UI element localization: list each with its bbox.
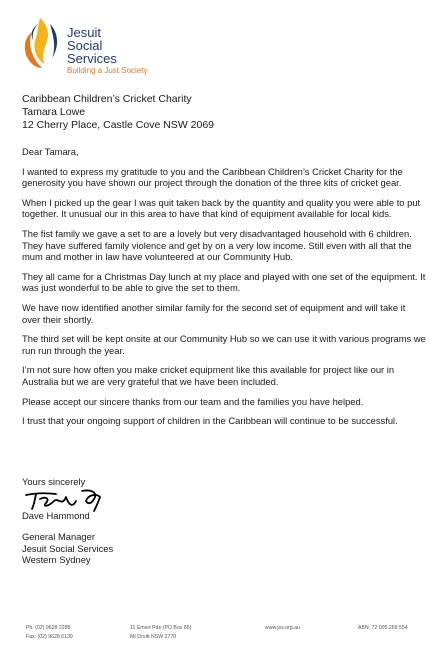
closing-phrase: Yours sincerely	[22, 476, 86, 487]
paragraph-1: I wanted to express my gratitude to you and the Caribbean Children’s Cricket Charity for the generosity you have shown our project through the donation of the three kits of cricket gear.	[22, 165, 403, 189]
recipient-name: Tamara Lowe	[22, 106, 86, 118]
organization-logo	[22, 14, 152, 74]
recipient-address: 12 Cherry Place, Castle Cove NSW 2069	[22, 119, 214, 131]
paragraph-7: I’m not sure how often you make cricket equipment like this available for project like our in Australia but we are very grateful that we have been included.	[22, 364, 395, 387]
recipient-organization: Caribbean Children’s Cricket Charity	[22, 93, 192, 105]
paragraph-5: We have now identified another similar family for the second set of equipment and will take it over their shortly.	[22, 301, 406, 325]
footer-phone: Ph: (02) 9628 2288	[26, 625, 71, 631]
footer-address-line1: 11 Emert Pde (PO Box 86)	[130, 625, 192, 631]
paragraph-2: When I picked up the gear I was quit taken back by the quantity and quality you were able to put together. It unusual our in this area to have that kind of equipment available for local kids.	[22, 196, 421, 220]
paragraph-4: They all came for a Christmas Day lunch at my place and played with one set of the equipment. It was just wonderful to be able to give the set to them.	[22, 270, 426, 294]
logo-tagline: Building a Just Society	[67, 66, 148, 75]
salutation: Dear Tamara,	[22, 146, 79, 157]
jesuit-flame-logo-icon	[22, 14, 64, 72]
footer-abn: ABN: 72 005 269 554	[358, 625, 408, 631]
footer-address	[130, 624, 191, 642]
paragraph-8: Please accept our sincere thanks from our team and the families you have helped.	[22, 395, 364, 407]
signer-title: General Manager	[22, 531, 95, 542]
footer-address-line2: Mt Druitt NSW 2770	[130, 634, 177, 640]
footer-contact	[26, 624, 73, 642]
paragraph-3: The fist family we gave a set to are a lovely but very disadvantaged household with 6 children. They have suffered family violence and get by on a very low income. Still even with all that the mum and mother in law have volunteered at our Community Hub.	[22, 227, 412, 263]
recipient-address-block	[22, 93, 214, 132]
footer-website: www.jss.org.au	[265, 625, 300, 631]
logo-name-line1: Jesuit	[67, 25, 101, 40]
signer-details	[22, 531, 113, 566]
footer-fax: Fax: (02) 9628 6139	[26, 634, 73, 640]
paragraph-6: The third set will be kept onsite at our Community Hub so we can use it with various programs we run run through the year.	[22, 333, 426, 356]
letter-body	[22, 146, 426, 435]
signer-organization: Jesuit Social Services	[22, 542, 114, 554]
logo-name-line2: Social Services	[67, 38, 117, 66]
signer-name: Dave Hammond	[22, 510, 90, 521]
paragraph-9: I trust that your ongoing support of children in the Caribbean will continue to be successful.	[22, 415, 398, 427]
signer-location: Western Sydney	[22, 554, 91, 566]
